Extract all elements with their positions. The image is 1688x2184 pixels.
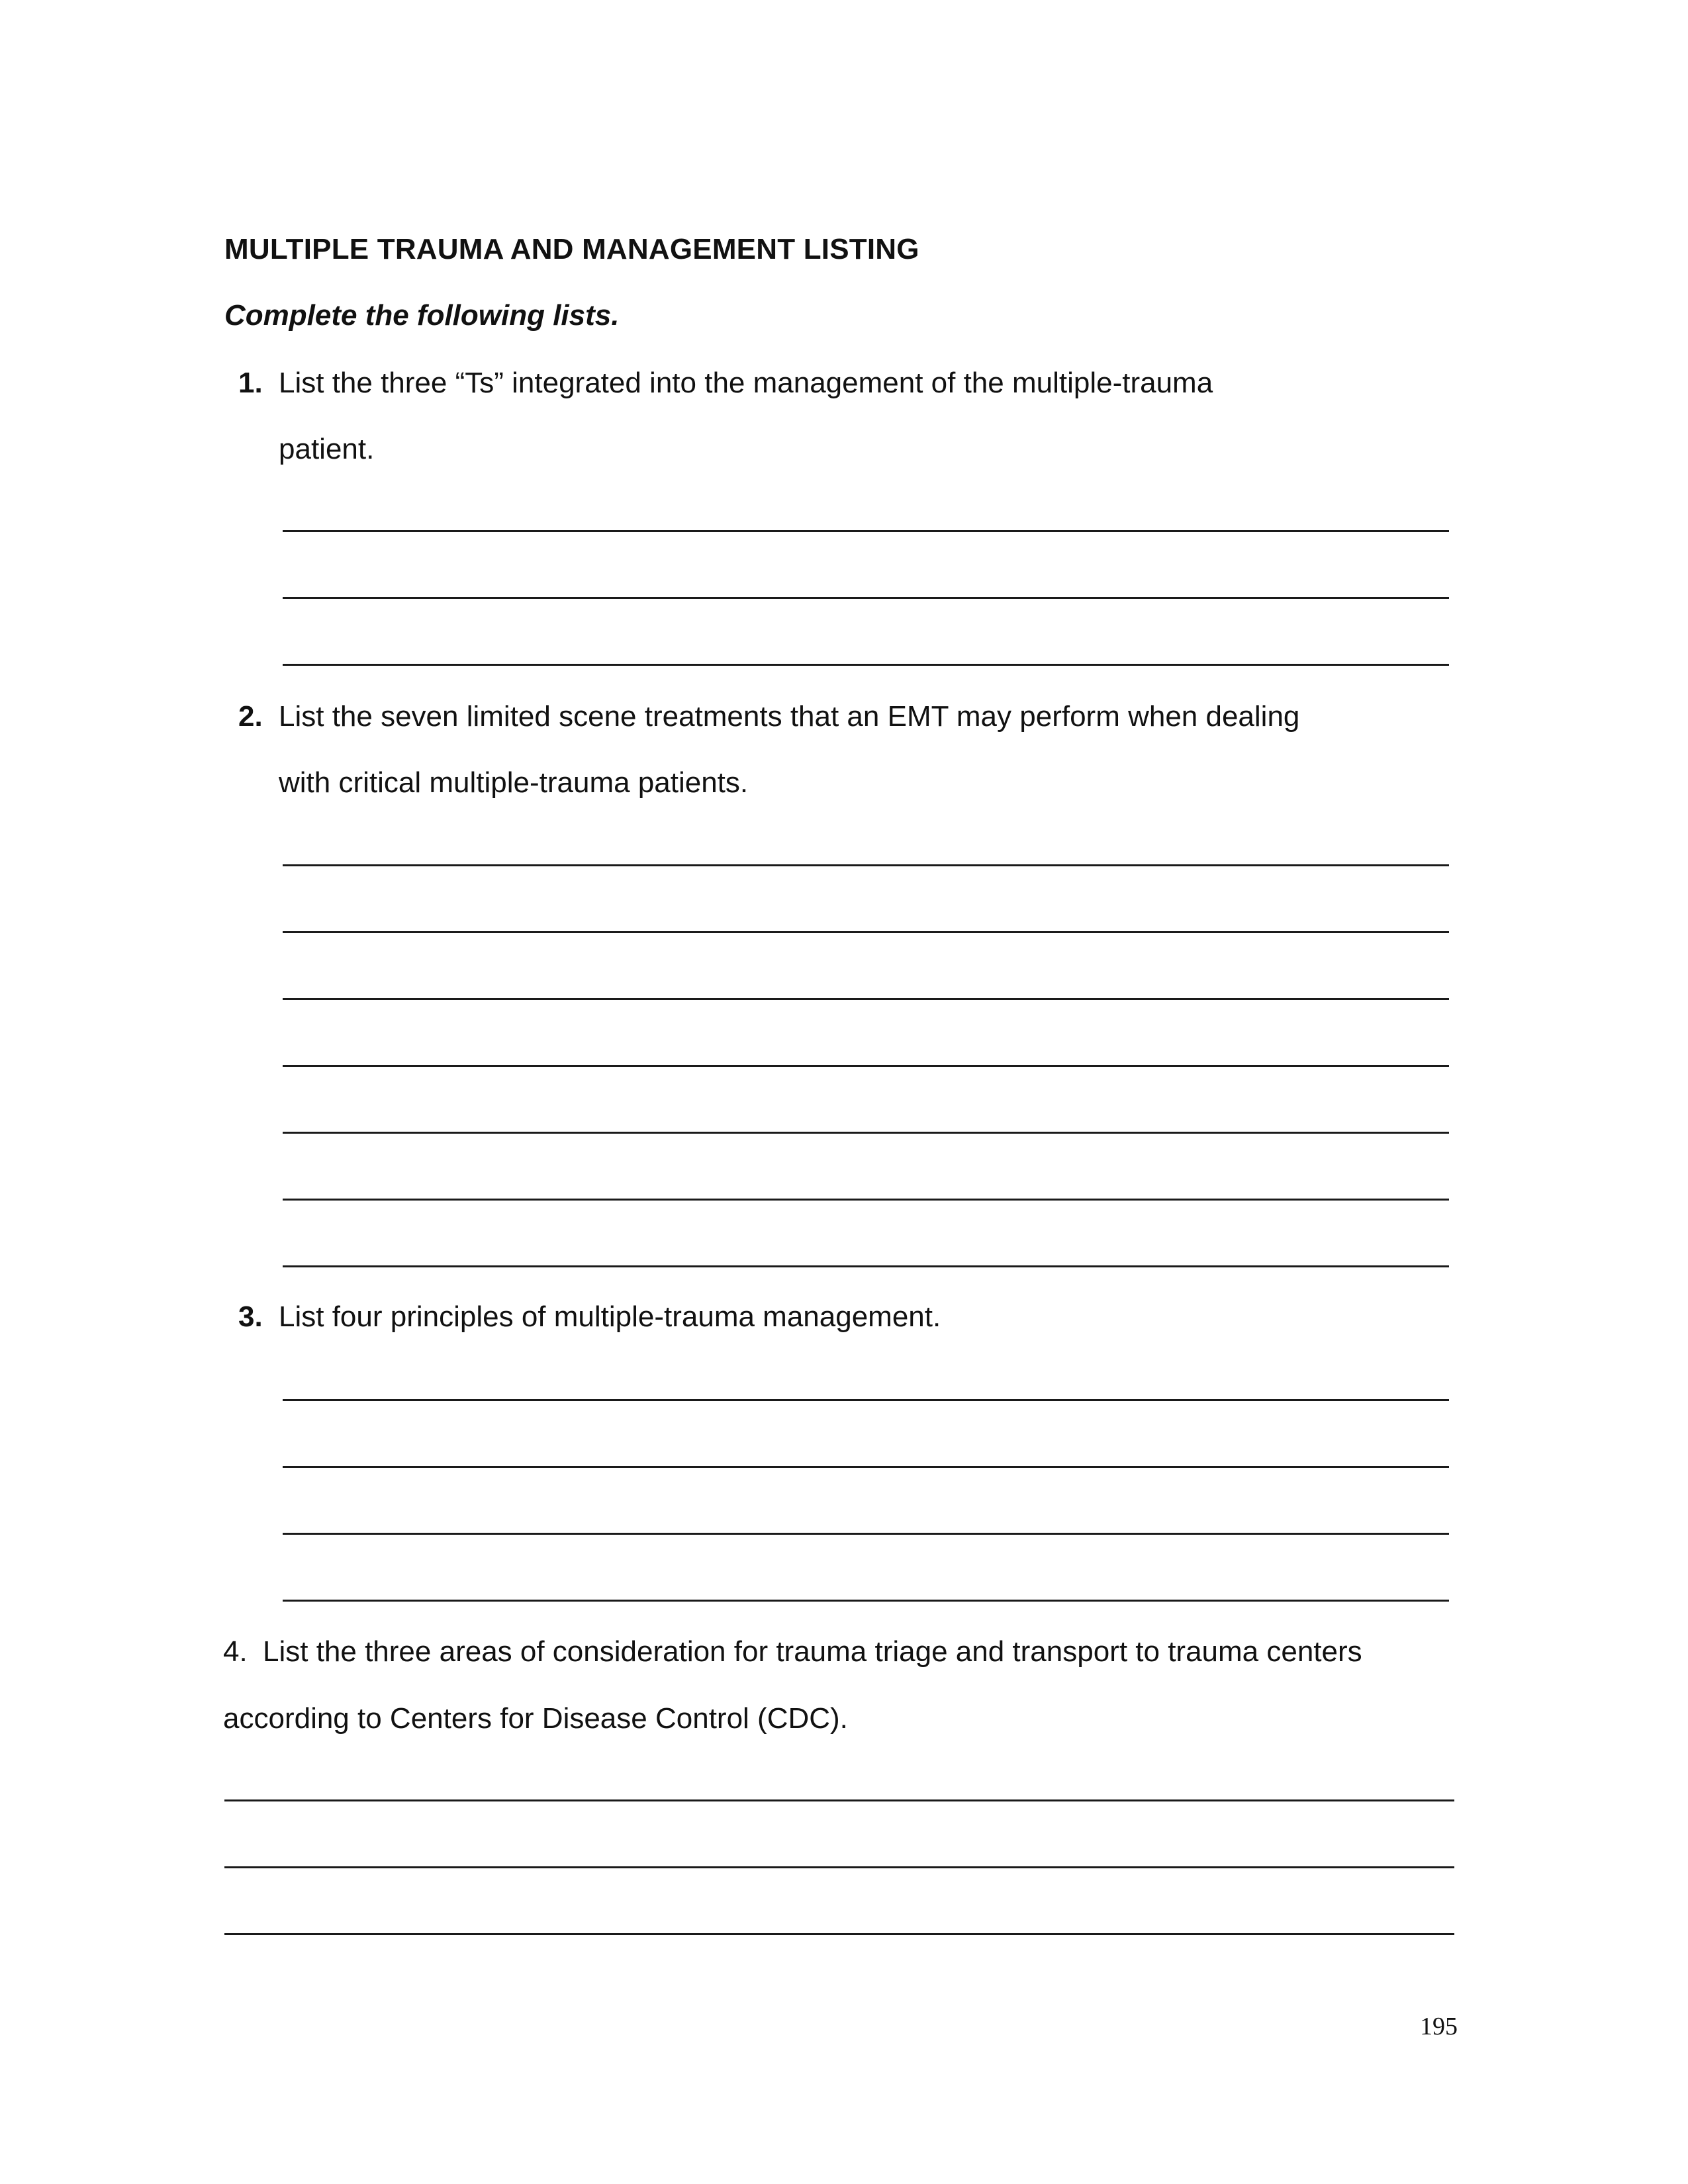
question-2-answer-line-4[interactable]: [283, 1065, 1449, 1067]
instructions: Complete the following lists.: [224, 299, 620, 332]
question-1-answer-line-1[interactable]: [283, 530, 1449, 532]
worksheet-title: MULTIPLE TRAUMA AND MANAGEMENT LISTING: [224, 233, 919, 265]
question-3-answer-line-1[interactable]: [283, 1399, 1449, 1401]
question-2-text-line-2: with critical multiple-trauma patients.: [279, 766, 749, 799]
question-4-answer-line-2[interactable]: [224, 1866, 1454, 1868]
question-3-answer-line-3[interactable]: [283, 1533, 1449, 1535]
question-2-answer-line-3[interactable]: [283, 998, 1449, 1000]
question-4-text-line-2: according to Centers for Disease Control (CDC).: [223, 1702, 848, 1735]
question-2-answer-line-5[interactable]: [283, 1132, 1449, 1134]
question-4-number: 4.: [223, 1635, 248, 1668]
question-4-answer-line-3[interactable]: [224, 1933, 1454, 1935]
question-2-text-line-1: List the seven limited scene treatments that an EMT may perform when dealing: [279, 700, 1300, 733]
question-2-answer-line-1[interactable]: [283, 864, 1449, 866]
question-3-number: 3.: [238, 1300, 263, 1333]
question-3-answer-line-2[interactable]: [283, 1466, 1449, 1468]
question-4-text-line-1: List the three areas of consideration for trauma triage and transport to trauma centers: [263, 1635, 1362, 1668]
question-1-text-line-2: patient.: [279, 433, 375, 465]
question-1-answer-line-3[interactable]: [283, 664, 1449, 666]
question-2-answer-line-7[interactable]: [283, 1265, 1449, 1267]
question-2-answer-line-6[interactable]: [283, 1199, 1449, 1201]
question-1-answer-line-2[interactable]: [283, 597, 1449, 599]
question-2-number: 2.: [238, 700, 263, 733]
question-1-number: 1.: [238, 367, 263, 399]
question-4-answer-line-1[interactable]: [224, 1799, 1454, 1801]
question-2-answer-line-2[interactable]: [283, 931, 1449, 933]
question-1-text-line-1: List the three “Ts” integrated into the management of the multiple-trauma: [279, 367, 1213, 399]
question-3-answer-line-4[interactable]: [283, 1600, 1449, 1602]
question-3-text-line-1: List four principles of multiple-trauma management.: [279, 1300, 941, 1333]
page-number: 195: [1420, 2013, 1458, 2040]
